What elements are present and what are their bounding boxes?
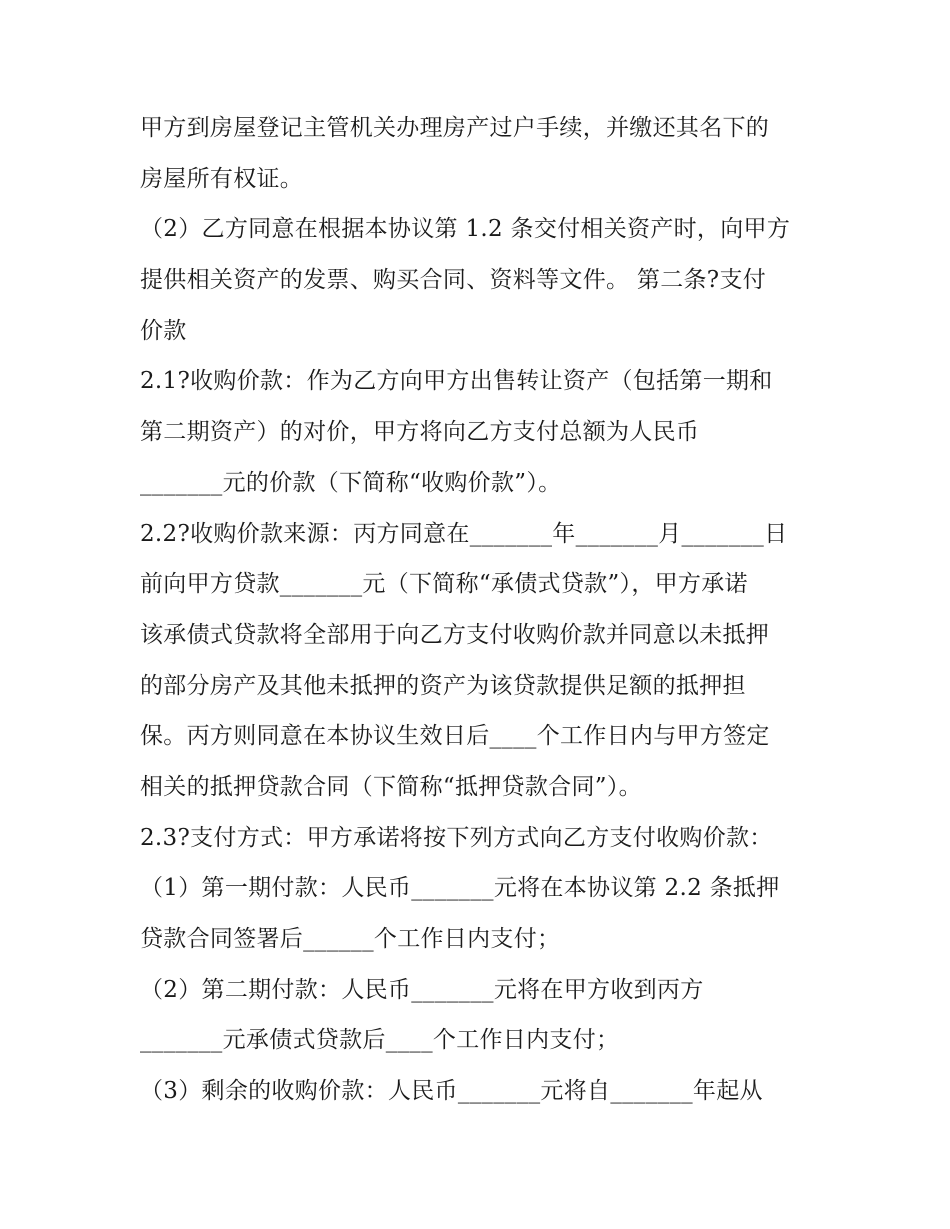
text-line: 第二期资产）的对价，甲方将向乙方支付总额为人民币 <box>140 419 700 446</box>
text-line: （2）乙方同意在根据本协议第 1.2 条交付相关资产时，向甲方 <box>140 216 791 243</box>
text-line: 2.3?支付方式：甲方承诺将按下列方式向乙方支付收购价款： <box>140 824 773 851</box>
text-line: 房屋所有权证。 <box>140 165 304 192</box>
text-line: 前向甲方贷款_______元（下简称“承债式贷款”），甲方承诺 <box>140 571 748 598</box>
text-line: （3）剩余的收购价款：人民币_______元将自_______年起从 <box>140 1078 763 1105</box>
text-line: （2）第二期付款：人民币_______元将在甲方收到丙方 <box>140 976 704 1003</box>
text-line: （1）第一期付款：人民币_______元将在本协议第 2.2 条抵押 <box>140 875 780 902</box>
document-body <box>140 103 820 1117</box>
text-line: _______元承债式贷款后____个工作日内支付； <box>140 1027 620 1054</box>
text-line: 价款 <box>140 317 187 344</box>
text-line: 的部分房产及其他未抵押的资产为该贷款提供足额的抵押担 <box>140 672 746 699</box>
text-line: 2.2?收购价款来源：丙方同意在_______年_______月_______日 <box>140 520 788 547</box>
text-line: 提供相关资产的发票、购买合同、资料等文件。 第二条?支付 <box>140 267 767 294</box>
text-line: _______元的价款（下简称“收购价款”）。 <box>140 469 562 496</box>
text-line: 相关的抵押贷款合同（下简称“抵押贷款合同”）。 <box>140 773 642 800</box>
text-line: 保。丙方则同意在本协议生效日后____个工作日内与甲方签定 <box>140 723 770 750</box>
text-line: 2.1?收购价款：作为乙方向甲方出售转让资产（包括第一期和 <box>140 368 773 395</box>
text-line: 贷款合同签署后______个工作日内支付； <box>140 926 561 952</box>
text-line: 该承债式贷款将全部用于向乙方支付收购价款并同意以未抵押 <box>140 621 770 648</box>
text-line: 甲方到房屋登记主管机关办理房产过户手续，并缴还其名下的 <box>140 115 770 141</box>
